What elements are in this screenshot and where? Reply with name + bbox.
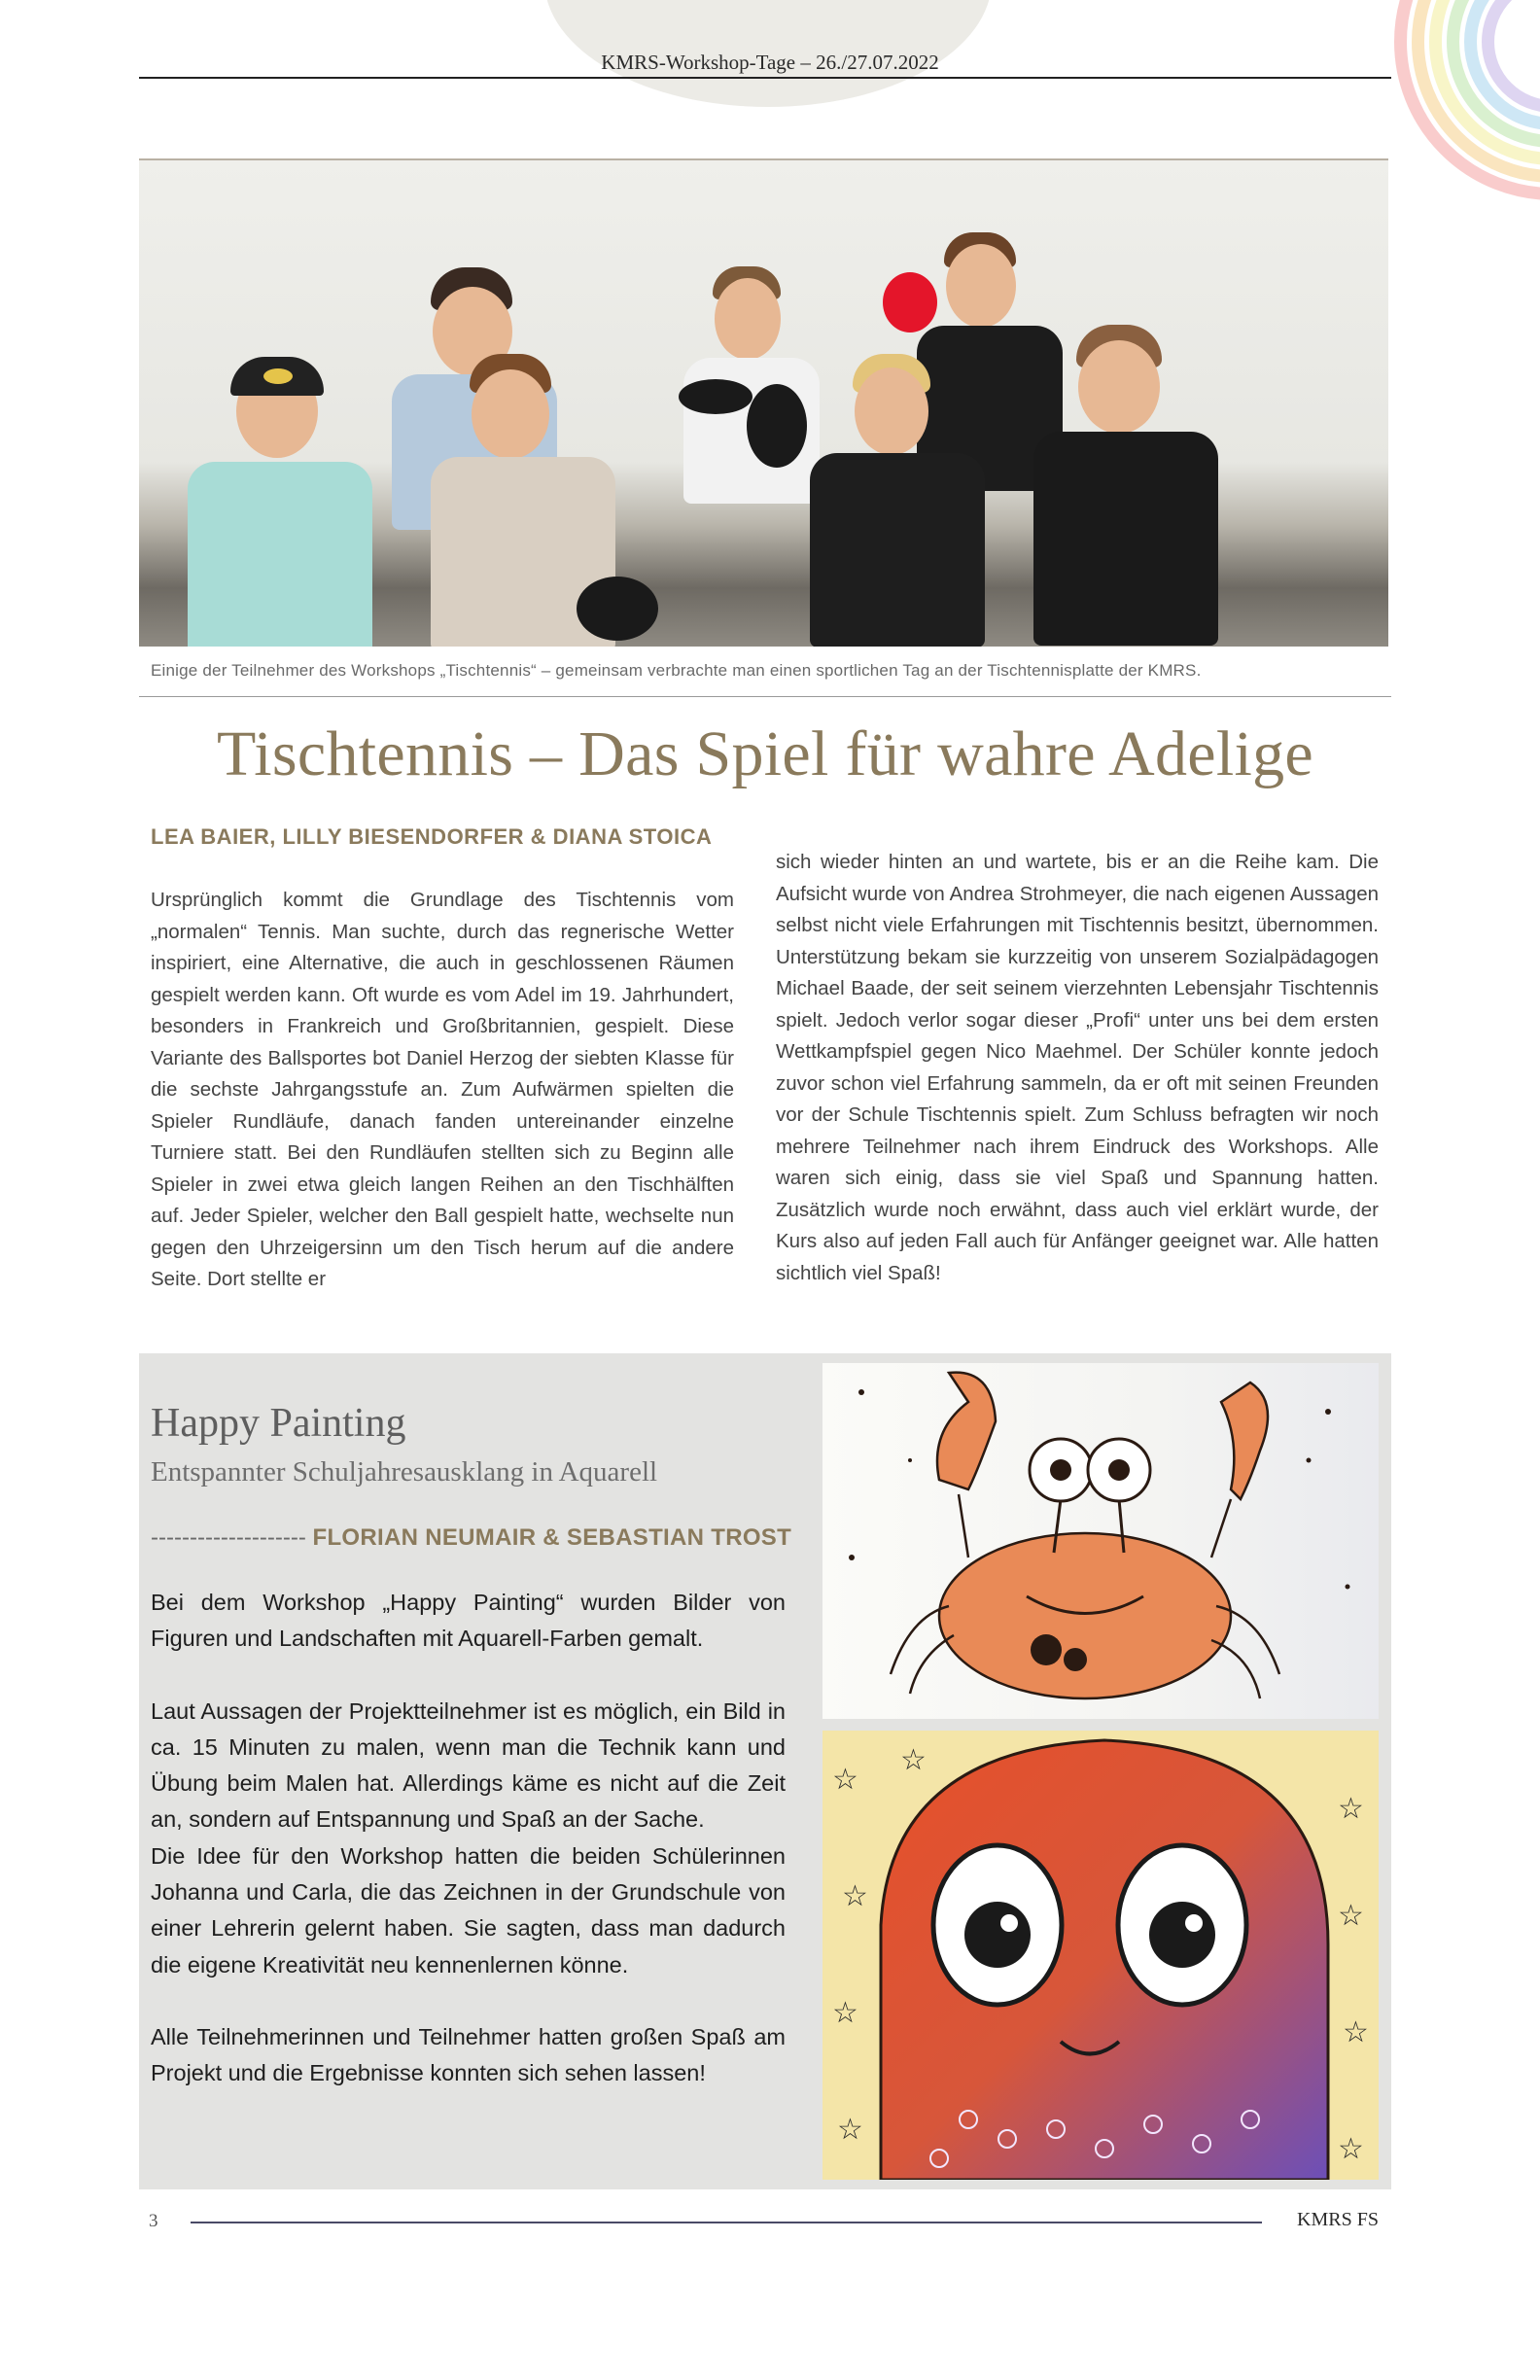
svg-text:☆: ☆ — [832, 1763, 858, 1797]
monster-eye-pupil — [1149, 1902, 1215, 1968]
svg-text:☆: ☆ — [1338, 1792, 1364, 1826]
footer-divider — [191, 2222, 1262, 2223]
body-paragraph: Die Idee für den Workshop hatten die beiden Schülerinnen Johanna und Carla, die das Zeichnen in der Grundschule von einer Lehrerin gelernt haben. Sie sagten, dass man dadurch die eigene Kreativität neu kennenlernen könne. — [151, 1842, 786, 1978]
body-paragraph: Alle Teilnehmerinnen und Teilnehmer hatten großen Spaß am Projekt und die Ergebnisse konnten sich sehen lassen! — [151, 2023, 786, 2086]
svg-text:☆: ☆ — [900, 1743, 927, 1777]
body-paragraph: Bei dem Workshop „Happy Painting“ wurden Bilder von Figuren und Landschaften mit Aquarell-Farben gemalt. — [151, 1590, 786, 1652]
table-tennis-paddle — [883, 272, 937, 332]
running-header: KMRS-Workshop-Tage – 26./27.07.2022 — [601, 51, 939, 74]
header-divider — [139, 77, 1391, 79]
crab-illustration — [822, 1363, 1379, 1719]
table-tennis-paddle — [679, 379, 752, 414]
monster-painting — [822, 1731, 1379, 2180]
byline-names: FLORIAN NEUMAIR & SEBASTIAN TROST — [312, 1524, 792, 1551]
crab-eye-pupil — [1050, 1459, 1071, 1481]
monster-eye-pupil — [964, 1902, 1031, 1968]
table-tennis-paddle — [747, 384, 807, 468]
svg-text:☆: ☆ — [842, 1879, 868, 1913]
section-subtitle: Entspannter Schuljahresausklang in Aquarell — [151, 1456, 658, 1488]
svg-text:☆: ☆ — [837, 2113, 863, 2147]
crab-eye-pupil — [1108, 1459, 1130, 1481]
footer-label: KMRS FS — [1297, 2209, 1379, 2230]
caption-divider — [139, 696, 1391, 697]
article-column-1: Ursprünglich kommt die Grundlage des Tischtennis vom „normalen“ Tennis. Man suchte, durch das regnerische Wetter inspiriert, eine Alternative, die auch in geschlossenen Räumen gespielt werden kann. Oft wurde es vom Adel im 19. Jahrhundert, besonders in Frankreich und Großbritannien, gespielt. Diese Variante des Ballsportes bot Daniel Herzog der siebten Klasse für die sechste Jahrgangsstufe an. Zum Aufwärmen spielten die Spieler Rundläufe, danach fanden untereinander einzelne Turniere statt. Bei den Rundläufen stellten sich zu Beginn alle Spieler in zwei etwa gleich langen Reihen an den Tischhälften auf. Jeder Spieler, welcher den Ball gespielt hatte, wechselte nun gegen den Uhrzeigersinn um den Tisch herum auf die andere Seite. Dort stellte er — [151, 889, 734, 1290]
monster-illustration — [822, 1731, 1379, 2180]
section-title: Happy Painting — [151, 1401, 406, 1446]
page-number: 3 — [149, 2211, 158, 2231]
crab-painting — [822, 1363, 1379, 1719]
group-photo — [139, 160, 1388, 647]
photo-caption: Einige der Teilnehmer des Workshops „Tischtennis“ – gemeinsam verbrachte man einen sportlichen Tag an der Tischtennisplatte der KMRS. — [151, 661, 1202, 680]
article-column-2: sich wieder hinten an und wartete, bis er an die Reihe kam. Die Aufsicht wurde von Andrea Strohmeyer, die nach eigenen Aussagen selbst nicht viele Erfahrungen mit Tischtennis besitzt, übernommen. Unterstützung bekam sie kurzzeitig von unserem Sozialpädagogen Michael Baade, der seit seinem vierzehnten Lebensjahr Tischtennis spielt. Jedoch verlor sogar dieser „Profi“ unter uns bei dem ersten Wettkampfspiel gegen Nico Maehmel. Der Schüler konnte jedoch zuvor schon viel Erfahrung sammeln, da er oft mit seinen Freunden vor der Schule Tischtennis spielt. Zum Schluss befragten wir noch mehrere Teilnehmer nach ihrem Eindruck des Workshops. Alle waren sich einig, dass sie viel Spaß und Spannung hatten. Zusätzlich wurde noch erwähnt, dass auch viel erklärt wurde, der Kurs also auf jeden Fall auch für Anfänger geeignet war. Alle hatten sichtlich viel Spaß! — [776, 851, 1379, 1284]
svg-text:☆: ☆ — [1338, 2132, 1364, 2166]
byline-dashes: -------------------- — [151, 1524, 306, 1551]
body-paragraph: Laut Aussagen der Projektteilnehmer ist es möglich, ein Bild in ca. 15 Minuten zu malen, wenn man die Technik kann und Übung beim Malen hat. Allerdings käme es nicht auf die Zeit an, sondern auf Entspannung und Spaß an der Sache. — [151, 1698, 786, 1833]
svg-text:☆: ☆ — [1338, 1899, 1364, 1933]
section-body — [151, 1585, 786, 2092]
svg-text:☆: ☆ — [832, 1996, 858, 2030]
section-byline — [151, 1524, 791, 1552]
article-byline: LEA BAIER, LILLY BIESENDORFER & DIANA STOICA — [151, 824, 713, 849]
svg-text:☆: ☆ — [1343, 2015, 1369, 2049]
table-tennis-paddle — [577, 577, 658, 641]
article-title: Tischtennis – Das Spiel für wahre Adelige — [216, 718, 1314, 789]
